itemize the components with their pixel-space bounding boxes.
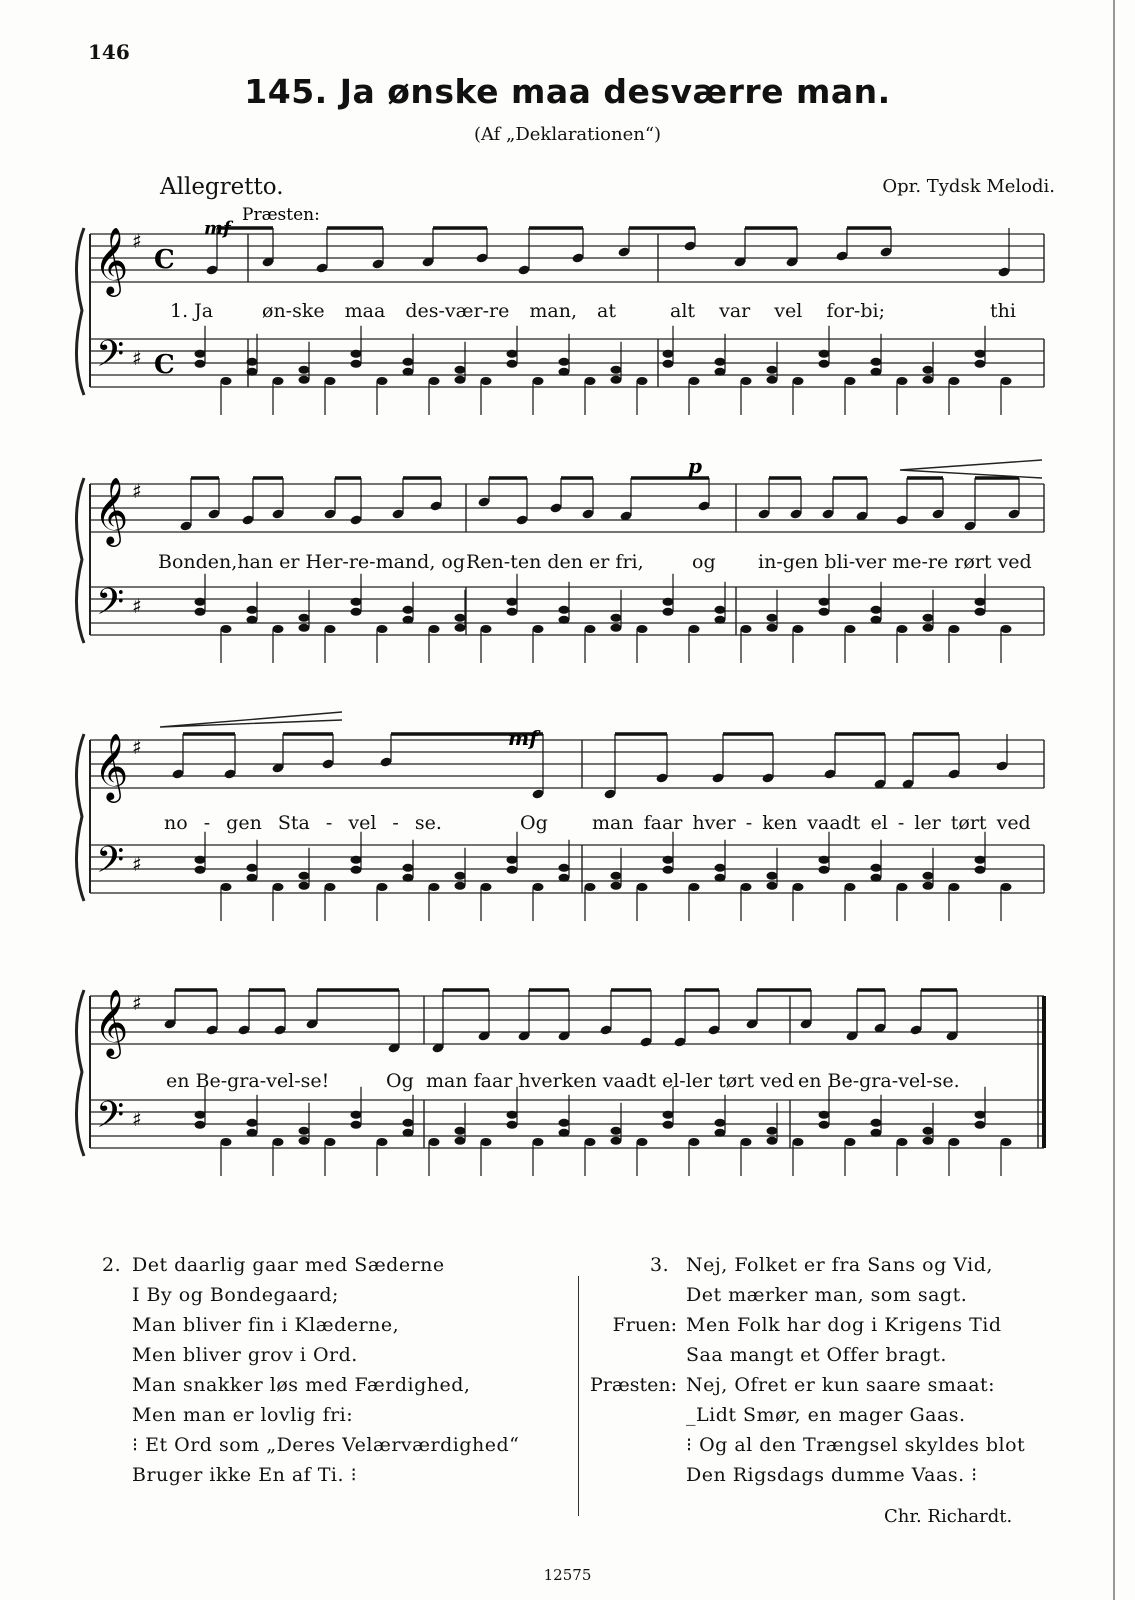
bass-note-head: [247, 1129, 258, 1137]
bass-note-head: [715, 358, 726, 366]
bass-note-head: [195, 856, 206, 864]
column-divider: [578, 1276, 579, 1516]
bass-note-head: [455, 366, 466, 374]
bass-note-head: [767, 872, 778, 880]
verse2-line: I By og Bondegaard;: [132, 1284, 339, 1306]
bass-clef-icon: 𝄢: [96, 839, 125, 890]
bass-note-head: [533, 1138, 544, 1146]
key-signature-sharp-icon: ♯: [132, 229, 142, 253]
bass-note-head: [247, 1119, 258, 1127]
bass-note-head: [273, 1138, 284, 1146]
author-credit: Chr. Richardt.: [884, 1506, 1013, 1527]
bass-note-head: [923, 1137, 934, 1145]
bass-note-head: [793, 883, 804, 891]
bass-note-head: [923, 614, 934, 622]
bass-note-head: [403, 606, 414, 614]
bass-note-head: [377, 1138, 388, 1146]
verse2-line: ⁝ Et Ord som „Deres Velærværdighed“: [132, 1434, 520, 1456]
key-signature-sharp-icon: ♯: [132, 852, 142, 876]
bass-note-head: [195, 1121, 206, 1129]
bass-note-head: [611, 872, 622, 880]
bass-note-head: [507, 856, 518, 864]
bass-note-head: [923, 1127, 934, 1135]
bass-note-head: [507, 608, 518, 616]
bass-note-head: [195, 1111, 206, 1119]
time-signature-icon: C: [154, 245, 175, 275]
bass-note-head: [611, 624, 622, 632]
bass-note-head: [975, 608, 986, 616]
bass-clef-icon: 𝄢: [96, 333, 125, 384]
bass-note-head: [403, 368, 414, 376]
bass-note-head: [195, 608, 206, 616]
bass-note-head: [481, 625, 492, 633]
lyric-s2-b: Ren-ten den er fri,: [466, 551, 644, 573]
bass-note-head: [351, 866, 362, 874]
bass-note-head: [715, 864, 726, 872]
bass-note-head: [533, 377, 544, 385]
bass-note-head: [637, 625, 648, 633]
bass-note-head: [715, 874, 726, 882]
bass-note-head: [559, 1119, 570, 1127]
bass-note-head: [975, 1111, 986, 1119]
bass-note-head: [221, 377, 232, 385]
bass-note-head: [247, 874, 258, 882]
brace: [76, 478, 84, 643]
plate-number: 12575: [543, 1566, 592, 1584]
bass-clef-icon: 𝄢: [96, 1094, 125, 1145]
key-signature-sharp-icon: ♯: [132, 346, 142, 370]
treble-clef-icon: 𝄞: [94, 732, 129, 800]
bass-note-head: [585, 377, 596, 385]
bass-note-head: [767, 882, 778, 890]
bass-note-head: [923, 624, 934, 632]
bass-note-head: [559, 1129, 570, 1137]
bass-note-head: [819, 608, 830, 616]
bass-note-head: [559, 358, 570, 366]
bass-note-head: [377, 377, 388, 385]
bass-note-head: [351, 856, 362, 864]
bass-note-head: [715, 1129, 726, 1137]
bass-note-head: [663, 856, 674, 864]
bass-note-head: [429, 883, 440, 891]
time-signature-icon: C: [154, 350, 175, 380]
bass-note-head: [897, 625, 908, 633]
bass-note-head: [247, 368, 258, 376]
bass-note-head: [689, 883, 700, 891]
bass-note-head: [507, 1121, 518, 1129]
bass-note-head: [195, 598, 206, 606]
bass-note-head: [819, 598, 830, 606]
lyric-s1-a: 1. Ja: [170, 300, 214, 322]
verse3-line: Nej, Ofret er kun saare smaat:: [686, 1374, 996, 1396]
verse3-speaker: Fruen:: [612, 1314, 677, 1336]
bass-note-head: [1001, 883, 1012, 891]
bass-note-head: [351, 350, 362, 358]
bass-note-head: [871, 358, 882, 366]
bass-note-head: [221, 625, 232, 633]
bass-note-head: [221, 1138, 232, 1146]
lyric-s1-c: alt var vel for-bi;: [670, 300, 885, 322]
verse3-line: Saa mangt et Offer bragt.: [686, 1344, 947, 1366]
bass-note-head: [585, 883, 596, 891]
bass-note-head: [741, 1138, 752, 1146]
bass-note-head: [793, 377, 804, 385]
bass-note-head: [1001, 625, 1012, 633]
bass-note-head: [273, 377, 284, 385]
bass-note-head: [1001, 1138, 1012, 1146]
lyric-s4-d: en Be-gra-vel-se.: [798, 1070, 960, 1092]
bass-note-head: [299, 882, 310, 890]
lyric-s4-b: Og: [386, 1070, 414, 1092]
bass-note-head: [741, 377, 752, 385]
bass-note-head: [481, 377, 492, 385]
verse3-line: Nej, Folket er fra Sans og Vid,: [686, 1254, 993, 1276]
bass-note-head: [455, 1137, 466, 1145]
bass-note-head: [845, 625, 856, 633]
lyric-s4-c: man faar hverken vaadt el-ler tørt ved: [426, 1070, 795, 1092]
bass-note-head: [923, 872, 934, 880]
bass-note-head: [923, 376, 934, 384]
bass-note-head: [299, 1137, 310, 1145]
bass-note-head: [611, 882, 622, 890]
key-signature-sharp-icon: ♯: [132, 1107, 142, 1131]
bass-note-head: [897, 377, 908, 385]
bass-note-head: [767, 376, 778, 384]
bass-note-head: [715, 368, 726, 376]
bass-note-head: [897, 1138, 908, 1146]
key-signature-sharp-icon: ♯: [132, 594, 142, 618]
bass-note-head: [611, 366, 622, 374]
bass-note-head: [455, 376, 466, 384]
bass-note-head: [299, 872, 310, 880]
bass-note-head: [715, 616, 726, 624]
bass-note-head: [299, 614, 310, 622]
bass-note-head: [871, 606, 882, 614]
verse3-line: Den Rigsdags dumme Vaas. ⁝: [686, 1464, 978, 1486]
bass-note-head: [871, 616, 882, 624]
verse3-line: Det mærker man, som sagt.: [686, 1284, 968, 1306]
bass-note-head: [819, 350, 830, 358]
crescendo-hairpin-1: [900, 460, 1042, 478]
bass-note-head: [299, 1127, 310, 1135]
bass-note-head: [559, 874, 570, 882]
bass-note-head: [481, 883, 492, 891]
bass-note-head: [507, 1111, 518, 1119]
bass-note-head: [273, 625, 284, 633]
bass-note-head: [403, 864, 414, 872]
bass-note-head: [351, 360, 362, 368]
bass-note-head: [455, 882, 466, 890]
bass-note-head: [689, 625, 700, 633]
bass-note-head: [195, 360, 206, 368]
lyric-s3-b: Og: [520, 812, 548, 834]
bass-note-head: [741, 625, 752, 633]
key-signature-sharp-icon: ♯: [132, 735, 142, 759]
bass-note-head: [507, 360, 518, 368]
bass-note-head: [351, 1111, 362, 1119]
bass-note-head: [481, 1138, 492, 1146]
crescendo-hairpin-2: [160, 712, 342, 727]
bass-note-head: [871, 874, 882, 882]
page-edge: [1113, 0, 1115, 1600]
bass-note-head: [403, 616, 414, 624]
bass-note-head: [819, 856, 830, 864]
song-subtitle: (Af „Deklarationen“): [473, 124, 662, 145]
bass-note-head: [845, 883, 856, 891]
bass-note-head: [949, 377, 960, 385]
bass-note-head: [221, 883, 232, 891]
bass-note-head: [897, 883, 908, 891]
bass-note-head: [949, 625, 960, 633]
treble-clef-icon: 𝄞: [94, 988, 129, 1056]
bass-note-head: [195, 866, 206, 874]
bass-note-head: [611, 614, 622, 622]
verse3-number: 3.: [650, 1254, 670, 1276]
verse3-speaker: Præsten:: [590, 1374, 677, 1396]
verse3-line: Men Folk har dog i Krigens Tid: [686, 1314, 1002, 1336]
lyric-s3-a: no - gen Sta - vel - se.: [164, 812, 442, 834]
bass-note-head: [559, 616, 570, 624]
brace: [76, 990, 84, 1156]
song-title: 145. Ja ønske maa desværre man.: [244, 72, 891, 111]
bass-note-head: [663, 598, 674, 606]
treble-clef-icon: 𝄞: [94, 476, 129, 544]
bass-note-head: [403, 874, 414, 882]
bass-note-head: [663, 608, 674, 616]
bass-note-head: [533, 625, 544, 633]
bass-note-head: [585, 1138, 596, 1146]
bass-note-head: [351, 598, 362, 606]
bass-note-head: [975, 598, 986, 606]
bass-note-head: [585, 625, 596, 633]
bass-note-head: [507, 350, 518, 358]
bass-note-head: [533, 883, 544, 891]
bass-note-head: [429, 625, 440, 633]
lyric-s1-b: øn-ske maa des-vær-re man, at: [262, 300, 617, 322]
lyric-s2-c: og: [692, 551, 716, 573]
bass-note-head: [377, 625, 388, 633]
bass-note-head: [741, 883, 752, 891]
bass-note-head: [247, 606, 258, 614]
lyric-s2-a: Bonden,han er Her-re-mand, og: [158, 551, 466, 573]
verse2-line: Men bliver grov i Ord.: [132, 1344, 358, 1366]
bass-note-head: [299, 366, 310, 374]
staff-systems: [76, 226, 1044, 1176]
dynamic-mf-2: mf: [508, 726, 538, 750]
bass-note-head: [845, 377, 856, 385]
key-signature-sharp-icon: ♯: [132, 479, 142, 503]
verse2-line: Det daarlig gaar med Sæderne: [132, 1254, 445, 1276]
bass-note-head: [637, 1138, 648, 1146]
bass-note-head: [923, 366, 934, 374]
bass-note-head: [195, 350, 206, 358]
bass-note-head: [611, 376, 622, 384]
bass-note-head: [923, 882, 934, 890]
lyric-s4-a: en Be-gra-vel-se!: [166, 1070, 330, 1092]
bass-note-head: [689, 377, 700, 385]
bass-note-head: [975, 350, 986, 358]
lyric-s1-d: thi: [990, 300, 1016, 322]
bass-note-head: [507, 598, 518, 606]
bass-note-head: [663, 1121, 674, 1129]
bass-note-head: [663, 866, 674, 874]
bass-note-head: [559, 606, 570, 614]
bass-clef-icon: 𝄢: [96, 581, 125, 632]
bass-note-head: [1001, 377, 1012, 385]
bass-note-head: [975, 360, 986, 368]
bass-note-head: [325, 1138, 336, 1146]
bass-note-head: [299, 376, 310, 384]
bass-note-head: [403, 1119, 414, 1127]
bass-note-head: [403, 1129, 414, 1137]
verse2-line: Man bliver fin i Klæderne,: [132, 1314, 400, 1336]
bass-note-head: [637, 377, 648, 385]
bass-note-head: [975, 866, 986, 874]
bass-note-head: [715, 1119, 726, 1127]
bass-note-head: [975, 1121, 986, 1129]
speaker-label: Præsten:: [242, 205, 320, 225]
bass-note-head: [767, 624, 778, 632]
bass-note-head: [949, 1138, 960, 1146]
brace: [76, 228, 84, 395]
verse2-line: Men man er lovlig fri:: [132, 1404, 354, 1426]
bass-note-head: [559, 368, 570, 376]
verse2-line: Man snakker løs med Færdighed,: [132, 1374, 471, 1396]
bass-note-head: [455, 872, 466, 880]
bass-note-head: [559, 864, 570, 872]
verse2-number: 2.: [102, 1254, 122, 1276]
bass-note-head: [767, 366, 778, 374]
bass-note-head: [429, 377, 440, 385]
bass-note-head: [871, 368, 882, 376]
melody-credit: Opr. Tydsk Melodi.: [882, 176, 1055, 197]
bass-note-head: [819, 360, 830, 368]
bass-note-head: [325, 883, 336, 891]
verse3-line: ⁝ Og al den Trængsel skyldes blot: [686, 1434, 1026, 1456]
verse2-line: Bruger ikke En af Ti. ⁝: [132, 1464, 358, 1486]
bass-note-head: [247, 358, 258, 366]
bass-note-head: [871, 1129, 882, 1137]
bass-note-head: [273, 883, 284, 891]
bass-note-head: [819, 1111, 830, 1119]
treble-clef-icon: 𝄞: [94, 226, 129, 294]
bass-note-head: [325, 625, 336, 633]
bass-note-head: [767, 1137, 778, 1145]
dynamic-p: p: [688, 454, 702, 478]
bass-note-head: [767, 1127, 778, 1135]
bass-note-head: [793, 625, 804, 633]
bass-note-head: [793, 1138, 804, 1146]
lyric-s3-c: man faar hver - ken vaadt el - ler tørt ved: [592, 812, 1031, 834]
bass-note-head: [663, 1111, 674, 1119]
bass-note-head: [377, 883, 388, 891]
bass-note-head: [247, 864, 258, 872]
bass-note-head: [871, 864, 882, 872]
bass-note-head: [455, 1127, 466, 1135]
bass-note-head: [663, 350, 674, 358]
bass-note-head: [351, 1121, 362, 1129]
bass-note-head: [325, 377, 336, 385]
bass-note-head: [611, 1137, 622, 1145]
bass-note-head: [975, 856, 986, 864]
bass-note-head: [767, 614, 778, 622]
dynamic-mf-1: mf: [204, 218, 231, 239]
bass-note-head: [247, 616, 258, 624]
bass-note-head: [403, 358, 414, 366]
bass-note-head: [351, 608, 362, 616]
key-signature-sharp-icon: ♯: [132, 991, 142, 1015]
bass-note-head: [611, 1127, 622, 1135]
tempo-marking: Allegretto.: [160, 174, 284, 200]
bass-note-head: [845, 1138, 856, 1146]
bass-note-head: [949, 883, 960, 891]
brace: [76, 734, 84, 901]
verse3-line: _Lidt Smør, en mager Gaas.: [686, 1404, 966, 1426]
bass-note-head: [663, 360, 674, 368]
bass-note-head: [507, 866, 518, 874]
bass-note-head: [819, 1121, 830, 1129]
bass-note-head: [871, 1119, 882, 1127]
bass-note-head: [819, 866, 830, 874]
bass-note-head: [689, 1138, 700, 1146]
bass-note-head: [637, 883, 648, 891]
bass-note-head: [455, 624, 466, 632]
page-number: 146: [88, 40, 130, 64]
lyric-s2-d: in-gen bli-ver me-re rørt ved: [758, 551, 1032, 573]
bass-note-head: [299, 624, 310, 632]
bass-note-head: [715, 606, 726, 614]
bass-note-head: [455, 614, 466, 622]
bass-note-head: [429, 1138, 440, 1146]
